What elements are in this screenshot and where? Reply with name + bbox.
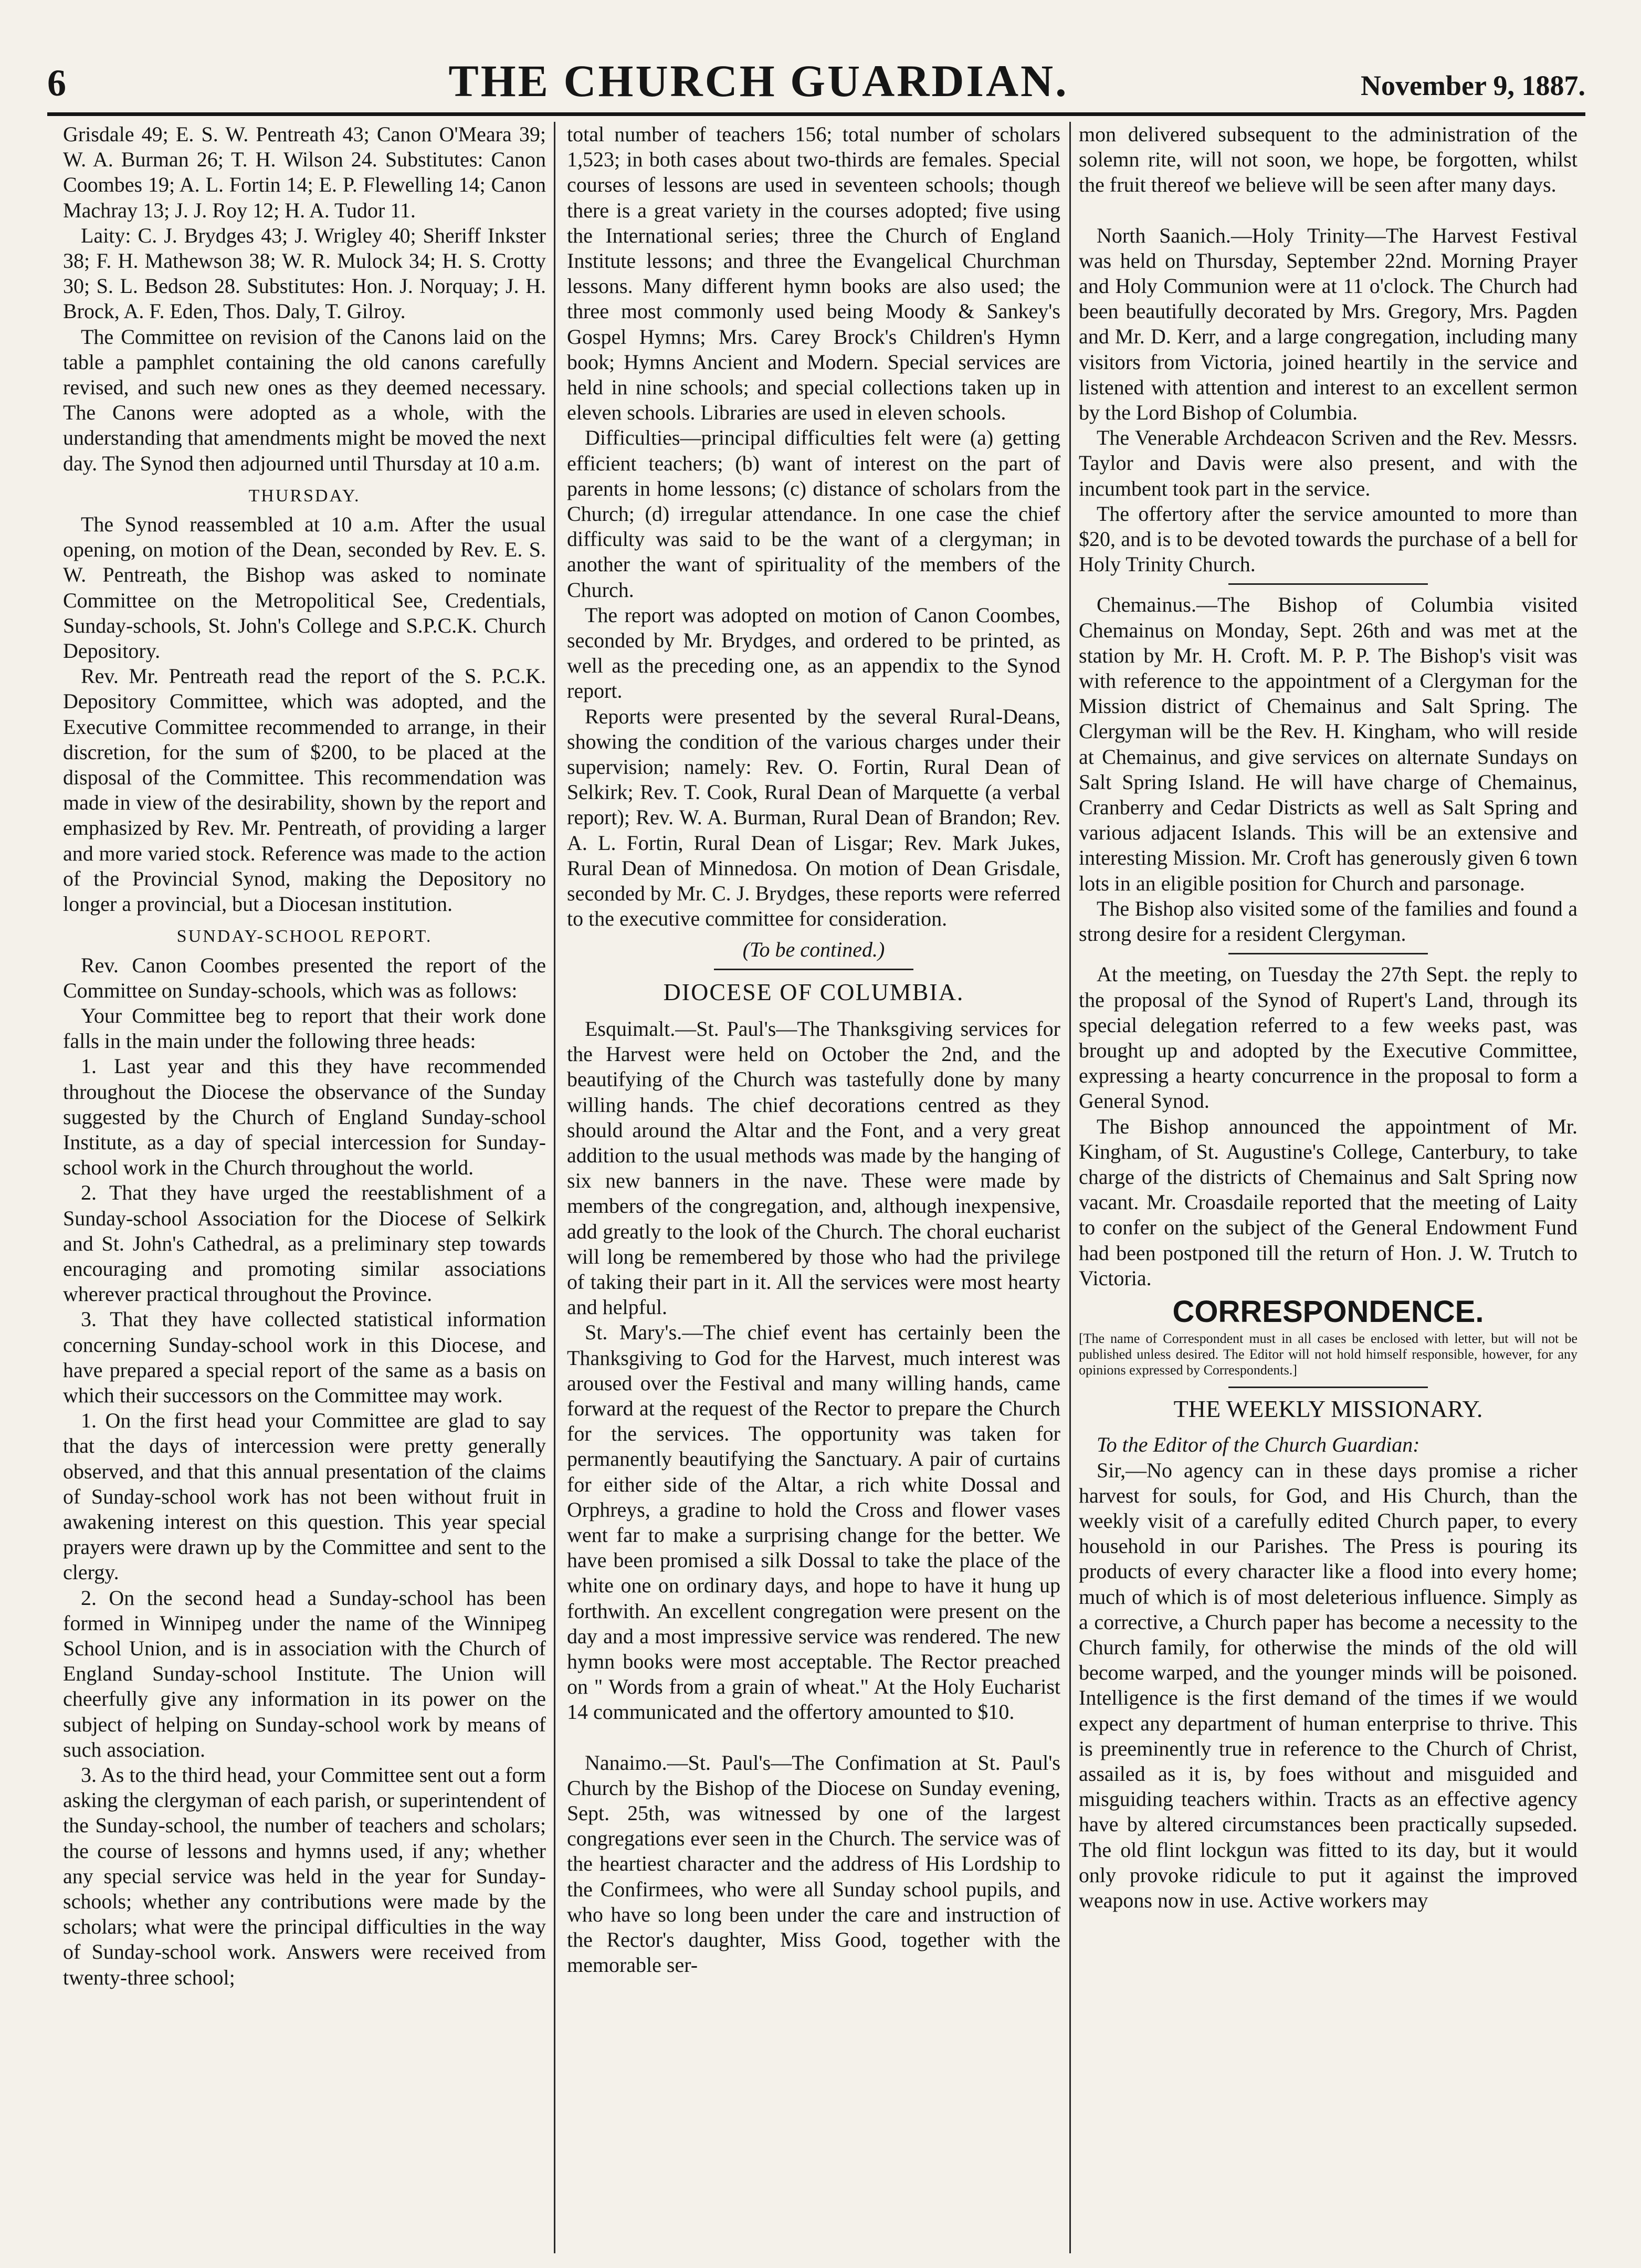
paragraph: The Bishop also visited some of the families and found a strong desire for a resident Clergyman. [1079,896,1577,946]
separator-rule [714,969,913,970]
separator-rule [1228,583,1428,585]
paragraph: The Bishop announced the appointment of Mr. Kingham, of St. Augustine's College, Canterbury, to take charge of the districts of Chemainus and Salt Spring now vacant. Mr. Croasdaile reported that the meeting of Laity to confer on the subject of the General Endowment Fund had been postponed till the return of Hon. J. W. Trutch to Victoria. [1079,1114,1577,1290]
paragraph: Nanaimo.—St. Paul's—The Confimation at St. Paul's Church by the Bishop of the Diocese on Sunday evening, Sept. 25th, was witnessed by one of the largest congregations ever seen in the Church. The service was of the heartiest character and the address of His Lordship to the Confirmees, who were all Sunday school pupils, and who have so long been under the care and instruction of the Rector's daughter, Miss Good, together with the memorable ser- [567,1750,1060,1977]
section-heading-sunday-school: SUNDAY-SCHOOL REPORT. [176,927,433,947]
paragraph: Sir,—No agency can in these days promise a richer harvest for souls, for God, and His Church, than the weekly visit of a carefully edited Church paper, to every household in our Parishes. The Press is pouring its products of every character like a flood into every home; much of which is of most deleterious influence. Simply as a corrective, a Church paper has become a necessity to the Church family, for otherwise the minds of the old will become warped, and the younger minds will be poisoned. Intelligence is the first demand of the times if we would expect any department of human enterprise to thrive. This is preeminently true in reference to the Church of Christ, assailed as it is, by foes without and misguided and misguiding teachers within. Tracts as an effective agency have by altered circumstances been practically supseded. The old flint lockgun was fitted to its day, but it would only provoke ridicule to put it against the improved weapons now in use. Active workers may [1079,1458,1577,1912]
issue-date: November 9, 1887. [1361,70,1585,101]
paragraph: The offertory after the service amounted to more than $20, and is to be devoted towards the purchase of a bell for Holy Trinity Church. [1079,501,1577,576]
separator-rule [1228,1387,1428,1388]
section-heading-missionary: THE WEEKLY MISSIONARY. [1173,1395,1483,1423]
column-rule [1069,122,1071,2253]
paragraph: North Saanich.—Holy Trinity—The Harvest Festival was held on Thursday, September 22nd. Morning Prayer and Holy Communion were at 11 o'clock. The Church had been beautifully decorated by Mrs. Gregory, Mrs. Pagden and Mr. D. Kerr, and a large congregation, including many visitors from Victoria, joined heartily in the service and listened with attention and interest to an excellent sermon by the Lord Bishop of Columbia. [1079,223,1577,425]
paragraph: 1. On the first head your Committee are glad to say that the days of intercession were pretty generally observed, and that this annual presentation of the claims of Sunday-school work has not been without fruit in awakening interest on this question. This year special prayers were drawn up by the Committee and sent to the clergy. [63,1409,546,1584]
paragraph: Rev. Canon Coombes presented the report of the Committee on Sunday-schools, which was as follows: [63,953,546,1002]
paragraph: Esquimalt.—St. Paul's—The Thanksgiving services for the Harvest were held on October the 2nd, and the beautifying of the Church was tastefully done by many willing hands. The chief decorations centred as they should around the Altar and the Font, and a very great addition to the usual methods was made by the hanging of six new banners in the nave. These were made by members of the congregation, and, although inexpensive, add greatly to the look of the Church. The choral eucharist will long be remembered by those who had the privilege of taking their part in it. All the services were most hearty and helpful. [567,1016,1060,1319]
column-rule [554,122,555,2253]
to-be-continued: (To be contined.) [742,937,885,961]
newspaper-title: THE CHURCH GUARDIAN. [448,56,1069,106]
paragraph: The Venerable Archdeacon Scriven and the Rev. Messrs. Taylor and Davis were also present, and with the incumbent took part in the service. [1079,426,1577,500]
column-2 [567,122,1060,2259]
masthead [47,7,1585,116]
paragraph: Rev. Mr. Pentreath read the report of the S. P.C.K. Depository Committee, which was adopted, and the Executive Committee recommended to arrange, in their discretion, for the sum of $200, to be placed at the disposal of the Committee. This recommendation was made in view of the desirability, shown by the report and emphasized by Rev. Mr. Pentreath, of providing a larger and more varied stock. Reference was made to the action of the Provincial Synod, making the Depository no longer a provincial, but a Diocesan institution. [63,664,546,916]
paragraph: total number of teachers 156; total number of scholars 1,523; in both cases about two-thirds are females. Special courses of lessons are used in seventeen schools; though there is a great variety in the courses adopted; five using the International series; three the Church of England Institute lessons; and three the Evangelical Churchman lessons. Many different hymn books are also used; the three most commonly used being Moody & Sankey's Gospel Hymns; Mrs. Carey Brock's Children's Hymn book; Hymns Ancient and Modern. Special services are held in nine schools; and special collections taken up in eleven schools. Libraries are used in eleven schools. [567,122,1060,425]
paragraph: The Committee on revision of the Canons laid on the table a pamphlet containing the old canons carefully revised, and such new ones as they deemed necessary. The Canons were adopted as a whole, with the understanding that amendments might be moved the next day. The Synod then adjourned until Thursday at 10 a.m. [63,324,546,475]
paragraph: 2. That they have urged the reestablishment of a Sunday-school Association for the Diocese of Selkirk and St. John's Cathedral, as a preliminary step towards encouraging and promoting similar associations wherever practical throughout the Province. [63,1181,546,1306]
paragraph: Grisdale 49; E. S. W. Pentreath 43; Canon O'Meara 39; W. A. Burman 26; T. H. Wilson 24. Substitutes: Canon Coombes 19; A. L. Fortin 14; E. P. Flewelling 14; Canon Machray 13; J. J. Roy 12; H. A. Tudor 11. [63,122,546,222]
paragraph: Chemainus.—The Bishop of Columbia visited Chemainus on Monday, Sept. 26th and was met at the station by Mr. H. Croft. M. P. P. The Bishop's visit was with reference to the appointment of a Clergyman for the Mission district of Chemainus and Salt Spring. The Clergyman will be the Rev. H. Kingham, who will reside at Chemainus, and give services on alternate Sundays on Salt Spring Island. He will have charge of Chemainus, Cranberry and Cedar Districts as well as Salt Spring and various adjacent Islands. This will be an extensive and interesting Mission. Mr. Croft has generously given 6 town lots in an eligible position for Church and parsonage. [1079,593,1577,895]
paragraph: Difficulties—principal difficulties felt were (a) getting efficient teachers; (b) want of interest on the part of parents in home lessons; (c) distance of scholars from the Church; (d) irregular attendance. In one case the chief difficulty was said to be the want of a clergyman; in another the want of spirituality of the members of the Church. [567,426,1060,602]
paragraph: Your Committee beg to report that their work done falls in the main under the following three heads: [63,1003,546,1053]
spacer [1079,198,1577,223]
paragraph: The Synod reassembled at 10 a.m. After the usual opening, on motion of the Dean, seconded by Rev. E. S. W. Pentreath, the Bishop was asked to nominate Committee on the Metropolitical See, Credentials, Sunday-schools, St. John's College and S.P.C.K. Church Depository. [63,512,546,663]
paragraph: The report was adopted on motion of Canon Coombes, seconded by Mr. Brydges, and ordered to be printed, as well as the preceding one, as an appendix to the Synod report. [567,603,1060,703]
paragraph: St. Mary's.—The chief event has certainly been the Thanksgiving to God for the Harvest, much interest was aroused over the Festival and many willing hands, came forward at the request of the Rector to prepare the Church for the services. The opportunity was taken for permanently beautifying the Sanctuary. A pair of curtains for either side of the Altar, a rich white Dossal and Orphreys, a gradine to hold the Cross and flower vases went far to make a surprising change for the better. We have been promised a silk Dossal to take the place of the white one on ordinary days, and hope to have it hung up forthwith. An excellent congregation were present on the day and a most impressive service was rendered. The new hymn books were most acceptable. The Rector preached on " Words from a grain of wheat." At the Holy Eucharist 14 communicated and the offertory amounted to $10. [567,1320,1060,1724]
salutation: To the Editor of the Church Guardian: [1097,1433,1420,1457]
column-1 [63,122,546,2259]
page-number: 6 [47,62,66,104]
section-heading-correspondence: CORRESPONDENCE. [1172,1294,1484,1329]
section-heading-thursday: THURSDAY. [248,486,361,506]
section-heading-diocese: DIOCESE OF COLUMBIA. [663,978,964,1005]
paragraph: 3. That they have collected statistical information concerning Sunday-school work in this Diocese, and have prepared a special report of the same as a basis on which their successors on the Committee may work. [63,1307,546,1407]
paragraph: 3. As to the third head, your Committee sent out a form asking the clergyman of each parish, or superintendent of the Sunday-school, the number of teachers and scholars; the course of lessons and hymns used, if any; whether any special service was held in the year for Sunday-schools; whether any contributions were made by the scholars; what were the principal difficulties in the way of Sunday-school work. Answers were received from twenty-three school; [63,1763,546,1989]
separator-rule [1228,953,1428,954]
paragraph: mon delivered subsequent to the administration of the solemn rite, will not soon, we hope, be forgotten, whilst the fruit thereof we believe will be seen after many days. [1079,122,1577,197]
paragraph: 1. Last year and this they have recommended throughout the Diocese the observance of the Sunday suggested by the Church of England Sunday-school Institute, as a day of special intercession for Sunday-school work in the Church throughout the world. [63,1054,546,1180]
paragraph: Laity: C. J. Brydges 43; J. Wrigley 40; Sheriff Inkster 38; F. H. Mathewson 38; W. R. Mulock 34; H. S. Crotty 30; S. L. Bedson 28. Substitutes: Hon. J. Norquay; J. H. Brock, A. F. Eden, Thos. Daly, T. Gilroy. [63,223,546,323]
paragraph: Reports were presented by the several Rural-Deans, showing the condition of the various charges under their supervision; namely: Rev. O. Fortin, Rural Dean of Selkirk; Rev. T. Cook, Rural Dean of Marquette (a verbal report); Rev. W. A. Burman, Rural Dean of Brandon; Rev. A. L. Fortin, Rural Dean of Lisgar; Rev. Mark Jukes, Rural Dean of Minnedosa. On motion of Dean Grisdale, seconded by Mr. C. J. Brydges, these reports were referred to the executive committee for consideration. [567,704,1060,931]
paragraph: At the meeting, on Tuesday the 27th Sept. the reply to the proposal of the Synod of Rupert's Land, through its special delegation referred to a few weeks past, was brought up and adopted by the Executive Committee, expressing a hearty concurrence in the proposal to form a General Synod. [1079,962,1577,1113]
paragraph: 2. On the second head a Sunday-school has been formed in Winnipeg under the name of the Winnipeg School Union, and is in association with the Church of England Sunday-school Institute. The Union will cheerfully give any information in its power on the subject of helping on Sunday-school work by means of such association. [63,1586,546,1761]
spacer [567,1725,1060,1750]
column-3 [1079,122,1577,2259]
editor-note: [The name of Correspondent must in all cases be enclosed with letter, but will not be published unless desired. The Editor will not hold himself responsible, however, for any opinions expressed by Correspondents.] [1079,1331,1577,1378]
